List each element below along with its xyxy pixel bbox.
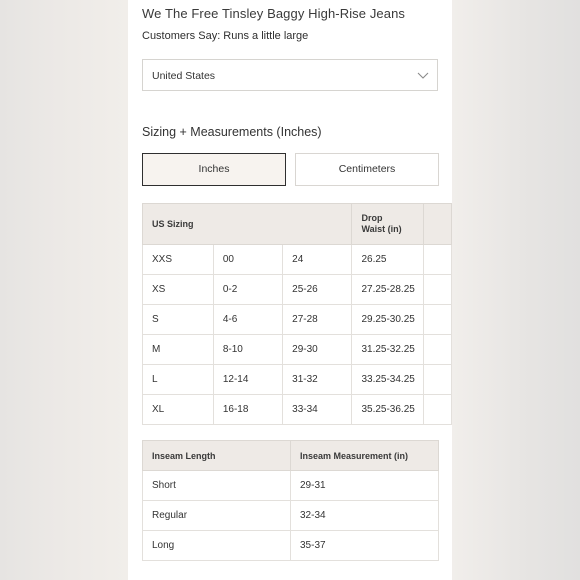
- table-cell: 16-18: [213, 395, 282, 425]
- table-cell: XS: [143, 275, 214, 305]
- table-cell: 4-6: [213, 305, 282, 335]
- table-row: [143, 305, 452, 335]
- size-chart-header-row: [143, 204, 452, 245]
- table-cell-overflow: [424, 395, 452, 425]
- table-cell: XXS: [143, 245, 214, 275]
- table-cell: 24: [283, 245, 352, 275]
- country-select[interactable]: [142, 59, 438, 91]
- table-cell-overflow: [424, 275, 452, 305]
- header-inseam-measurement: Inseam Measurement (in): [291, 441, 439, 471]
- header-us-sizing: US Sizing: [143, 204, 352, 245]
- table-cell: 31-32: [283, 365, 352, 395]
- table-row: [143, 275, 452, 305]
- table-cell: L: [143, 365, 214, 395]
- table-cell: 35-37: [291, 531, 439, 561]
- table-row: [143, 531, 439, 561]
- table-row: [143, 335, 452, 365]
- table-cell: 32-34: [291, 501, 439, 531]
- table-cell: 0-2: [213, 275, 282, 305]
- table-cell: 12-14: [213, 365, 282, 395]
- inches-tab[interactable]: Inches: [142, 153, 286, 186]
- country-select-value: United States: [152, 70, 216, 82]
- table-cell: S: [143, 305, 214, 335]
- table-cell-overflow: [424, 305, 452, 335]
- centimeters-tab[interactable]: Centimeters: [295, 153, 439, 186]
- table-cell: 27.25-28.25: [352, 275, 424, 305]
- inseam-header-row: [143, 441, 439, 471]
- table-row: [143, 471, 439, 501]
- table-row: [143, 395, 452, 425]
- table-cell: 8-10: [213, 335, 282, 365]
- table-cell: 29-30: [283, 335, 352, 365]
- table-cell: 25-26: [283, 275, 352, 305]
- section-title: Sizing + Measurements (Inches): [142, 125, 322, 139]
- table-cell: 29-31: [291, 471, 439, 501]
- table-cell-overflow: [424, 335, 452, 365]
- fit-note: Customers Say: Runs a little large: [142, 30, 309, 42]
- table-cell: Long: [143, 531, 291, 561]
- table-cell: 35.25-36.25: [352, 395, 424, 425]
- chevron-down-icon: [417, 69, 429, 81]
- table-row: [143, 245, 452, 275]
- size-chart-table: [142, 203, 452, 425]
- header-drop-line2: Waist (in): [361, 224, 402, 234]
- table-cell: 33-34: [283, 395, 352, 425]
- product-title: We The Free Tinsley Baggy High-Rise Jeans: [142, 6, 406, 21]
- table-cell: 29.25-30.25: [352, 305, 424, 335]
- table-cell: M: [143, 335, 214, 365]
- header-overflow-cell: [424, 204, 452, 245]
- table-cell-overflow: [424, 365, 452, 395]
- inseam-table: [142, 440, 439, 561]
- table-cell: 27-28: [283, 305, 352, 335]
- table-cell: 31.25-32.25: [352, 335, 424, 365]
- table-cell-overflow: [424, 245, 452, 275]
- table-cell: 33.25-34.25: [352, 365, 424, 395]
- size-guide-panel: [128, 0, 452, 580]
- header-drop-line1: Drop: [361, 213, 383, 223]
- table-cell: 26.25: [352, 245, 424, 275]
- table-cell: Short: [143, 471, 291, 501]
- table-cell: 00: [213, 245, 282, 275]
- table-cell: XL: [143, 395, 214, 425]
- table-row: [143, 501, 439, 531]
- table-cell: Regular: [143, 501, 291, 531]
- header-inseam-length: Inseam Length: [143, 441, 291, 471]
- table-row: [143, 365, 452, 395]
- header-drop-waist: [352, 204, 424, 245]
